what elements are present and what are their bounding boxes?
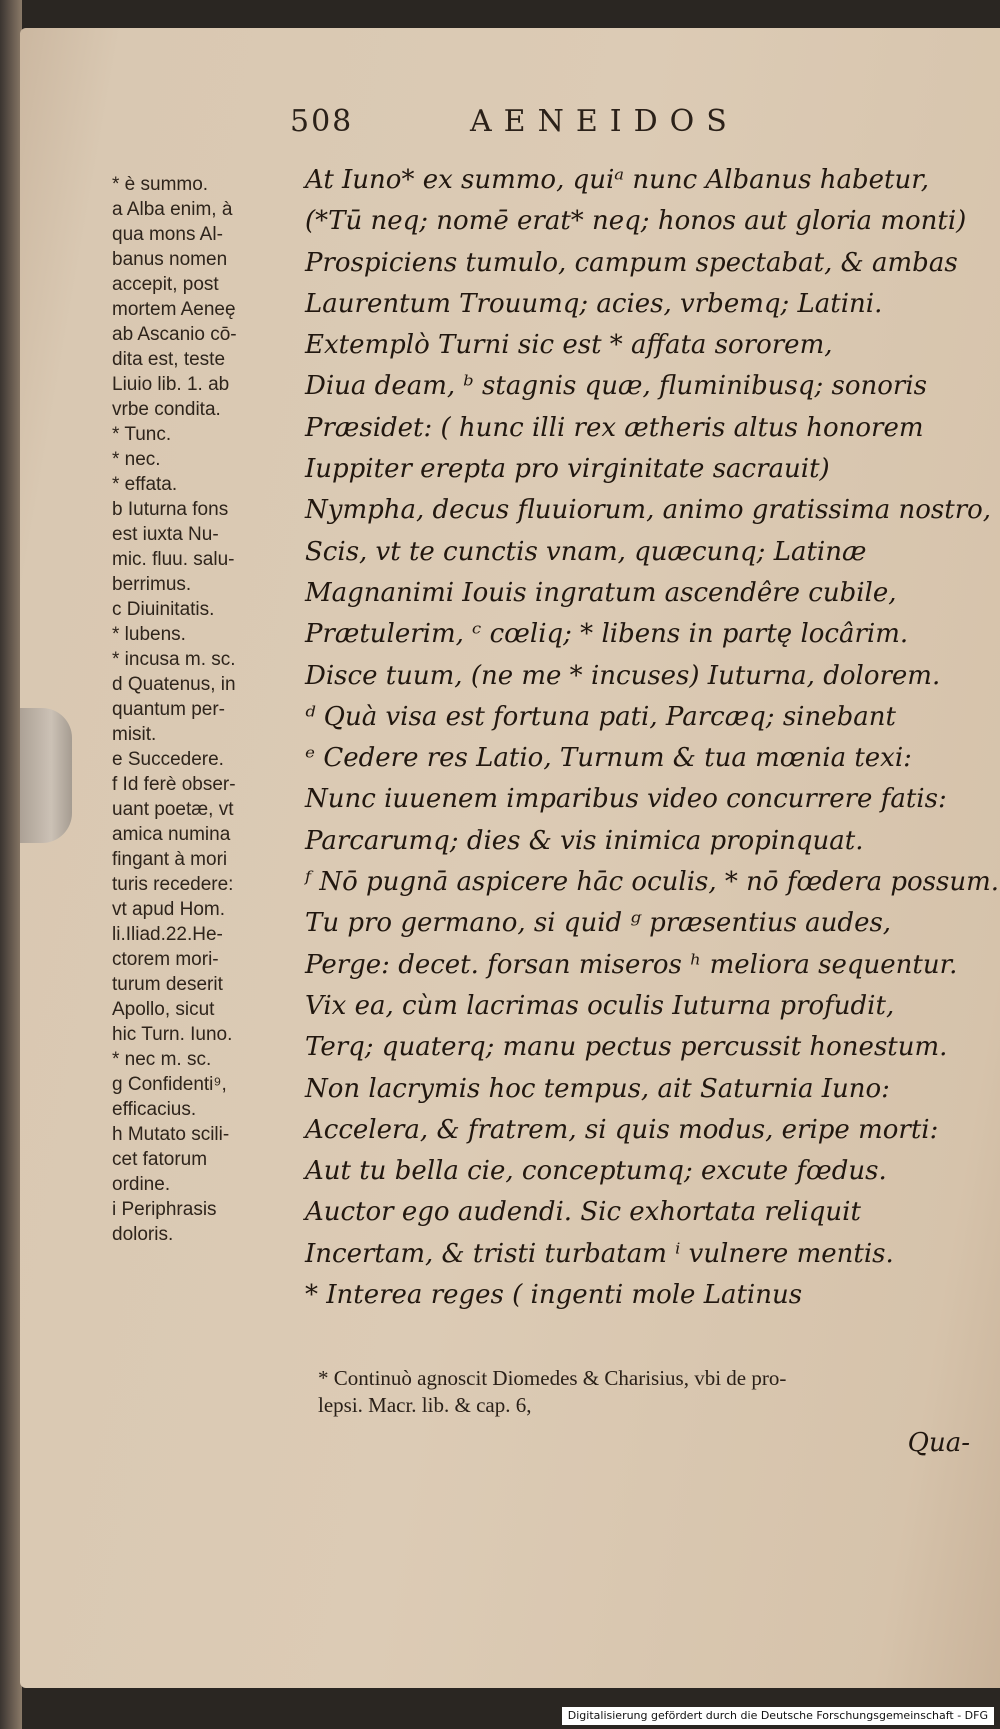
gloss-line: * effata. xyxy=(112,474,178,495)
gloss-line: b Iuturna fons xyxy=(112,499,229,520)
gloss-line: turis recedere: xyxy=(112,874,234,895)
gloss-line: turum deserit xyxy=(112,974,223,995)
gloss-line: f Id ferè obser- xyxy=(112,774,236,795)
verse-line: * Interea reges ( ingenti mole Latinus xyxy=(305,1280,803,1311)
footnote-line: lepsi. Macr. lib. & cap. 6, xyxy=(318,1393,532,1417)
gloss-line: * lubens. xyxy=(112,624,186,645)
verse-line: Laurentum Trouumq; acies, vrbemq; Latini. xyxy=(305,288,883,319)
gloss-line: accepit, post xyxy=(112,274,219,295)
gloss-line: vt apud Hom. xyxy=(112,899,225,920)
gloss-line: berrimus. xyxy=(112,574,192,595)
gloss-line: li.Iliad.22.He- xyxy=(112,924,223,945)
gloss-line: cet fatorum xyxy=(112,1149,208,1170)
gloss-line: * nec m. sc. xyxy=(112,1049,212,1070)
gloss-line: * è summo. xyxy=(112,174,209,195)
verse-line: Aut tu bella cie, conceptumq; excute fœdus. xyxy=(305,1156,887,1187)
gloss-line: est iuxta Nu- xyxy=(112,524,219,545)
verse-line: (*Tū neq; nomē erat* neq; honos aut gloria monti) xyxy=(305,206,967,237)
gloss-line: qua mons Al- xyxy=(112,224,223,245)
gloss-line: mortem Aeneę xyxy=(112,299,236,320)
gloss-line: doloris. xyxy=(112,1224,174,1245)
verse-line: Parcarumq; dies & vis inimica propinquat. xyxy=(305,825,864,856)
gloss-line: uant poetæ, vt xyxy=(112,799,234,820)
verse-line: Nunc iuuenem imparibus video concurrere fatis: xyxy=(305,784,947,815)
gloss-line: d Quatenus, in xyxy=(112,674,236,695)
footnote xyxy=(318,1365,978,1419)
verse-line: Auctor ego audendi. Sic exhortata reliquit xyxy=(305,1197,861,1228)
gloss-line: hic Turn. Iuno. xyxy=(112,1024,233,1045)
verse-text xyxy=(305,160,1000,1316)
verse-line: Tu pro germano, si quid ᵍ præsentius audes, xyxy=(305,908,892,939)
verse-line: Magnanimi Iouis ingratum ascendêre cubile, xyxy=(305,577,897,608)
verse-line: ᵉ Cedere res Latio, Turnum & tua mœnia texi: xyxy=(305,743,912,774)
marginal-glosses xyxy=(112,172,302,1247)
verse-line: Extemplò Turni sic est * affata sororem, xyxy=(305,330,833,361)
verse-line: Nympha, decus fluuiorum, animo gratissima nostro, xyxy=(305,495,992,526)
gloss-line: ctorem mori- xyxy=(112,949,219,970)
running-title: AENEIDOS xyxy=(470,104,739,139)
verse-line: Diua deam, ᵇ stagnis quæ, fluminibusq; sonoris xyxy=(305,371,928,402)
gloss-line: dita est, teste xyxy=(112,349,226,370)
gloss-line: ordine. xyxy=(112,1174,171,1195)
gloss-line: quantum per- xyxy=(112,699,226,720)
gloss-line: h Mutato scili- xyxy=(112,1124,230,1145)
verse-line: Incertam, & tristi turbatam ⁱ vulnere mentis. xyxy=(305,1238,894,1269)
page-header xyxy=(290,104,850,148)
gloss-line: i Periphrasis xyxy=(112,1199,217,1220)
gloss-line: amica numina xyxy=(112,824,231,845)
verse-line: Scis, vt te cunctis vnam, quæcunq; Latinæ xyxy=(305,536,867,567)
verse-line: Prospiciens tumulo, campum spectabat, & ambas xyxy=(305,247,958,278)
verse-line: Accelera, & fratrem, si quis modus, eripe morti: xyxy=(305,1114,939,1145)
gloss-line: g Confidenti⁹, xyxy=(112,1074,227,1095)
gloss-line: mic. fluu. salu- xyxy=(112,549,235,570)
verse-line: Non lacrymis hoc tempus, ait Saturnia Iuno: xyxy=(305,1073,890,1104)
gloss-line: efficacius. xyxy=(112,1099,197,1120)
verse-line: Perge: decet. forsan miseros ʰ meliora sequentur. xyxy=(305,949,958,980)
verse-line: ᵈ Quà visa est fortuna pati, Parcæq; sinebant xyxy=(305,701,896,732)
gloss-line: misit. xyxy=(112,724,157,745)
footnote-line: * Continuò agnoscit Diomedes & Charisius, vbi de pro- xyxy=(318,1366,787,1390)
verse-line: Præsidet: ( hunc illi rex ætheris altus honorem xyxy=(305,412,924,443)
gloss-line: e Succedere. xyxy=(112,749,224,770)
verse-line: Prætulerim, ᶜ cœliq; * libens in partę locârim. xyxy=(305,619,909,650)
gloss-line: * incusa m. sc. xyxy=(112,649,236,670)
digitization-credit: Digitalisierung gefördert durch die Deutsche Forschungsgemeinschaft - DFG xyxy=(562,1707,994,1725)
gloss-line: fingant à mori xyxy=(112,849,228,870)
gloss-line: * Tunc. xyxy=(112,424,172,445)
gloss-line: ab Ascanio cō- xyxy=(112,324,237,345)
catchword: Qua- xyxy=(907,1428,970,1458)
verse-line: Terq; quaterq; manu pectus percussit honestum. xyxy=(305,1032,948,1063)
gloss-line: banus nomen xyxy=(112,249,228,270)
verse-line: Vix ea, cùm lacrimas oculis Iuturna profudit, xyxy=(305,990,895,1021)
bookmark-tab xyxy=(20,708,72,843)
verse-line: Iuppiter erepta pro virginitate sacrauit) xyxy=(305,454,830,485)
verse-line: Disce tuum, (ne me * incuses) Iuturna, dolorem. xyxy=(305,660,941,691)
verse-line: At Iuno* ex summo, quiᵃ nunc Albanus habetur, xyxy=(305,165,930,195)
gloss-line: * nec. xyxy=(112,449,161,470)
gloss-line: vrbe condita. xyxy=(112,399,221,420)
gloss-line: Liuio lib. 1. ab xyxy=(112,374,230,395)
gloss-line: Apollo, sicut xyxy=(112,999,215,1020)
book-edge xyxy=(0,0,22,1729)
page-number: 508 xyxy=(290,104,354,139)
verse-line: ᶠ Nō pugnā aspicere hāc oculis, * nō fœdera possum. xyxy=(305,867,1000,898)
gloss-line: a Alba enim, à xyxy=(112,199,233,220)
gloss-line: c Diuinitatis. xyxy=(112,599,215,620)
